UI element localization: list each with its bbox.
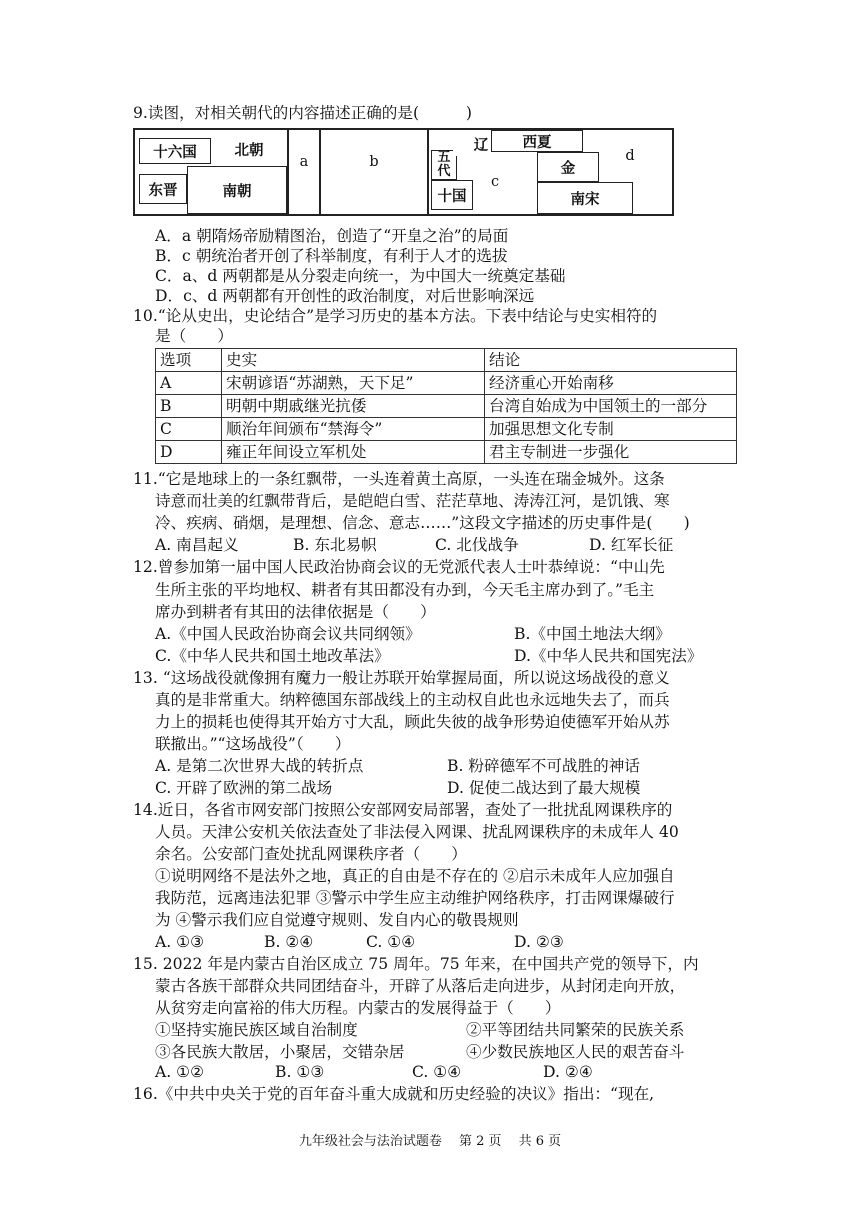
q11-line-3: 冷、疾病、硝烟，是理想、信念、意志……”这段文字描述的历史事件是( ) [155, 514, 690, 532]
q13-option-d: D. 促使二战达到了最大规模 [447, 779, 641, 797]
q13-option-a: A. 是第二次世界大战的转折点 [155, 757, 364, 775]
table-row [156, 441, 737, 464]
table-cell: D [156, 441, 222, 464]
q10-stem-line-2: 是（ ） [155, 327, 233, 345]
divider-b-right [427, 130, 429, 214]
q14-option-a: A. ①③ [155, 933, 205, 951]
table-cell: 台湾自始成为中国领土的一部分 [485, 395, 737, 418]
q13-line-3: 力上的损耗也使得其开始方寸大乱，顾此失彼的战争形势迫使德军开始从苏 [155, 713, 670, 731]
cell-beichao: 北朝 [211, 132, 287, 166]
q12-option-d: D.《中华人民共和国宪法》 [514, 647, 703, 665]
q15-item-4: ④少数民族地区人民的艰苦奋斗 [466, 1043, 685, 1061]
q10-stem-line-1: 10.“论从史出，史论结合”是学习历史的基本方法。下表中结论与史实相符的 [133, 307, 658, 325]
q15-item-2: ②平等团结共同繁荣的民族关系 [466, 1021, 685, 1039]
cell-shiliuguo: 十六国 [139, 138, 211, 164]
cell-d: d [615, 144, 645, 168]
table-row [156, 418, 737, 441]
q15-item-1: ①坚持实施民族区域自治制度 [155, 1021, 358, 1039]
q15-line-2: 蒙古各族干部群众共同团结奋斗，开辟了从落后走向进步，从封闭走向开放， [155, 977, 686, 995]
q9-option-a: A．a 朝隋炀帝励精图治，创造了“开皇之治”的局面 [155, 227, 509, 245]
q9-stem: 9.读图，对相关朝代的内容描述正确的是( ) [133, 104, 472, 122]
table-cell: 雍正年间设立军机处 [222, 441, 485, 464]
q11-option-d: D. 红军长征 [589, 536, 674, 554]
table-header-row [156, 349, 737, 372]
table-cell: C [156, 418, 222, 441]
table-cell: 宋朝谚语“苏湖熟，天下足” [222, 372, 485, 395]
q13-option-c: C. 开辟了欧洲的第二战场 [155, 779, 333, 797]
table-header-cell: 史实 [222, 349, 485, 372]
q15-line-3: 从贫穷走向富裕的伟大历程。内蒙古的发展得益于（ ） [155, 999, 561, 1017]
q14-line-6: 为 ④警示我们应自觉遵守规则、发自内心的敬畏规则 [155, 911, 519, 929]
q14-line-3: 余名。公安部门查处扰乱网课秩序者（ ） [155, 845, 467, 863]
q15-option-c: C. ①④ [412, 1063, 462, 1081]
cell-dongjin: 东晋 [139, 174, 187, 204]
cell-jin: 金 [537, 152, 599, 182]
wudai-char-1: 五 [437, 150, 451, 165]
q14-option-d: D. ②③ [514, 933, 564, 951]
dynasty-diagram [133, 128, 674, 216]
cell-liao: 辽 [453, 132, 509, 156]
table-cell: B [156, 395, 222, 418]
table-cell: 明朝中期戚继光抗倭 [222, 395, 485, 418]
q11-option-a: A. 南昌起义 [155, 536, 239, 554]
q10-table [155, 348, 737, 464]
q13-line-1: 13. “这场战役就像拥有魔力一般让苏联开始掌握局面，所以说这场战役的意义 [133, 669, 670, 687]
table-header-cell: 结论 [485, 349, 737, 372]
q11-line-2: 诗意而壮美的红飘带背后，是皑皑白雪、茫茫草地、涛涛江河，是饥饿、寒 [155, 492, 670, 510]
q12-line-3: 席办到耕者有其田的法律依据是（ ） [155, 603, 436, 621]
cell-shiguo: 十国 [431, 180, 473, 210]
table-cell: 加强思想文化专制 [485, 418, 737, 441]
cell-nanchao: 南朝 [187, 166, 287, 214]
q14-option-c: C. ①④ [366, 933, 416, 951]
q15-line-1: 15. 2022 年是内蒙古自治区成立 75 周年。75 年来，在中国共产党的领导下，内 [133, 955, 699, 973]
q12-option-b: B.《中国土地法大纲》 [514, 625, 671, 643]
cell-xixia: 西夏 [491, 130, 583, 152]
cell-a: a [289, 150, 319, 174]
q12-line-2: 生所主张的平均地权、耕者有其田都没有办到，今天毛主席办到了。”毛主 [155, 581, 655, 599]
q9-option-b: B．c 朝统治者开创了科举制度，有利于人才的选拔 [155, 247, 508, 265]
q15-option-b: B. ①③ [275, 1063, 325, 1081]
cell-c: c [475, 170, 515, 194]
cell-nansong: 南宋 [537, 182, 633, 214]
q12-option-a: A.《中国人民政治协商会议共同纲领》 [155, 625, 421, 643]
page-footer: 九年级社会与法治试题卷 第 2 页 共 6 页 [298, 1134, 562, 1149]
q14-line-5: 我防范，远离违法犯罪 ③警示中学生应主动维护网络秩序，打击网课爆破行 [155, 889, 675, 907]
q11-line-1: 11.“它是地球上的一条红飘带，一头连着黄土高原，一头连在瑞金城外。这条 [133, 470, 665, 488]
q13-line-2: 真的是非常重大。纳粹德国东部战线上的主动权自此也永远地失去了，而兵 [155, 691, 670, 709]
q9-option-c: C．a、d 两朝都是从分裂走向统一，为中国大一统奠定基础 [155, 267, 566, 285]
q15-option-d: D. ②④ [543, 1063, 593, 1081]
table-cell: 顺治年间颁布“禁海令” [222, 418, 485, 441]
q14-option-b: B. ②④ [264, 933, 314, 951]
q13-option-b: B. 粉碎德军不可战胜的神话 [447, 757, 640, 775]
q13-line-4: 联撤出。”“这场战役”（ ） [155, 735, 351, 753]
table-cell: 君主专制进一步强化 [485, 441, 737, 464]
q15-item-3: ③各民族大散居，小聚居，交错杂居 [155, 1043, 405, 1061]
q14-line-2: 人员。天津公安机关依法查处了非法侵入网课、扰乱网课秩序的未成年人 40 [155, 823, 679, 841]
table-row [156, 372, 737, 395]
table-cell: A [156, 372, 222, 395]
q14-line-1: 14.近日，各省市网安部门按照公安部网安局部署，查处了一批扰乱网课秩序的 [133, 801, 673, 819]
q11-option-b: B. 东北易帜 [293, 536, 377, 554]
q16-line-1: 16.《中共中央关于党的百年奋斗重大成就和历史经验的决议》指出：“现在, [133, 1085, 655, 1103]
table-row [156, 395, 737, 418]
wudai-char-2: 代 [437, 164, 451, 179]
q9-option-d: D．c、d 两朝都有开创性的政治制度，对后世影响深远 [155, 287, 535, 305]
q12-option-c: C.《中华人民共和国土地改革法》 [155, 647, 390, 665]
cell-b: b [321, 150, 427, 174]
q15-option-a: A. ①② [155, 1063, 205, 1081]
q11-option-c: C. 北伐战争 [435, 536, 519, 554]
table-cell: 经济重心开始南移 [485, 372, 737, 395]
table-header-cell: 选项 [156, 349, 222, 372]
q14-line-4: ①说明网络不是法外之地，真正的自由是不存在的 ②启示未成年人应加强自 [155, 867, 675, 885]
q12-line-1: 12.曾参加第一届中国人民政治协商会议的无党派代表人士叶恭绰说：“中山先 [133, 558, 665, 576]
